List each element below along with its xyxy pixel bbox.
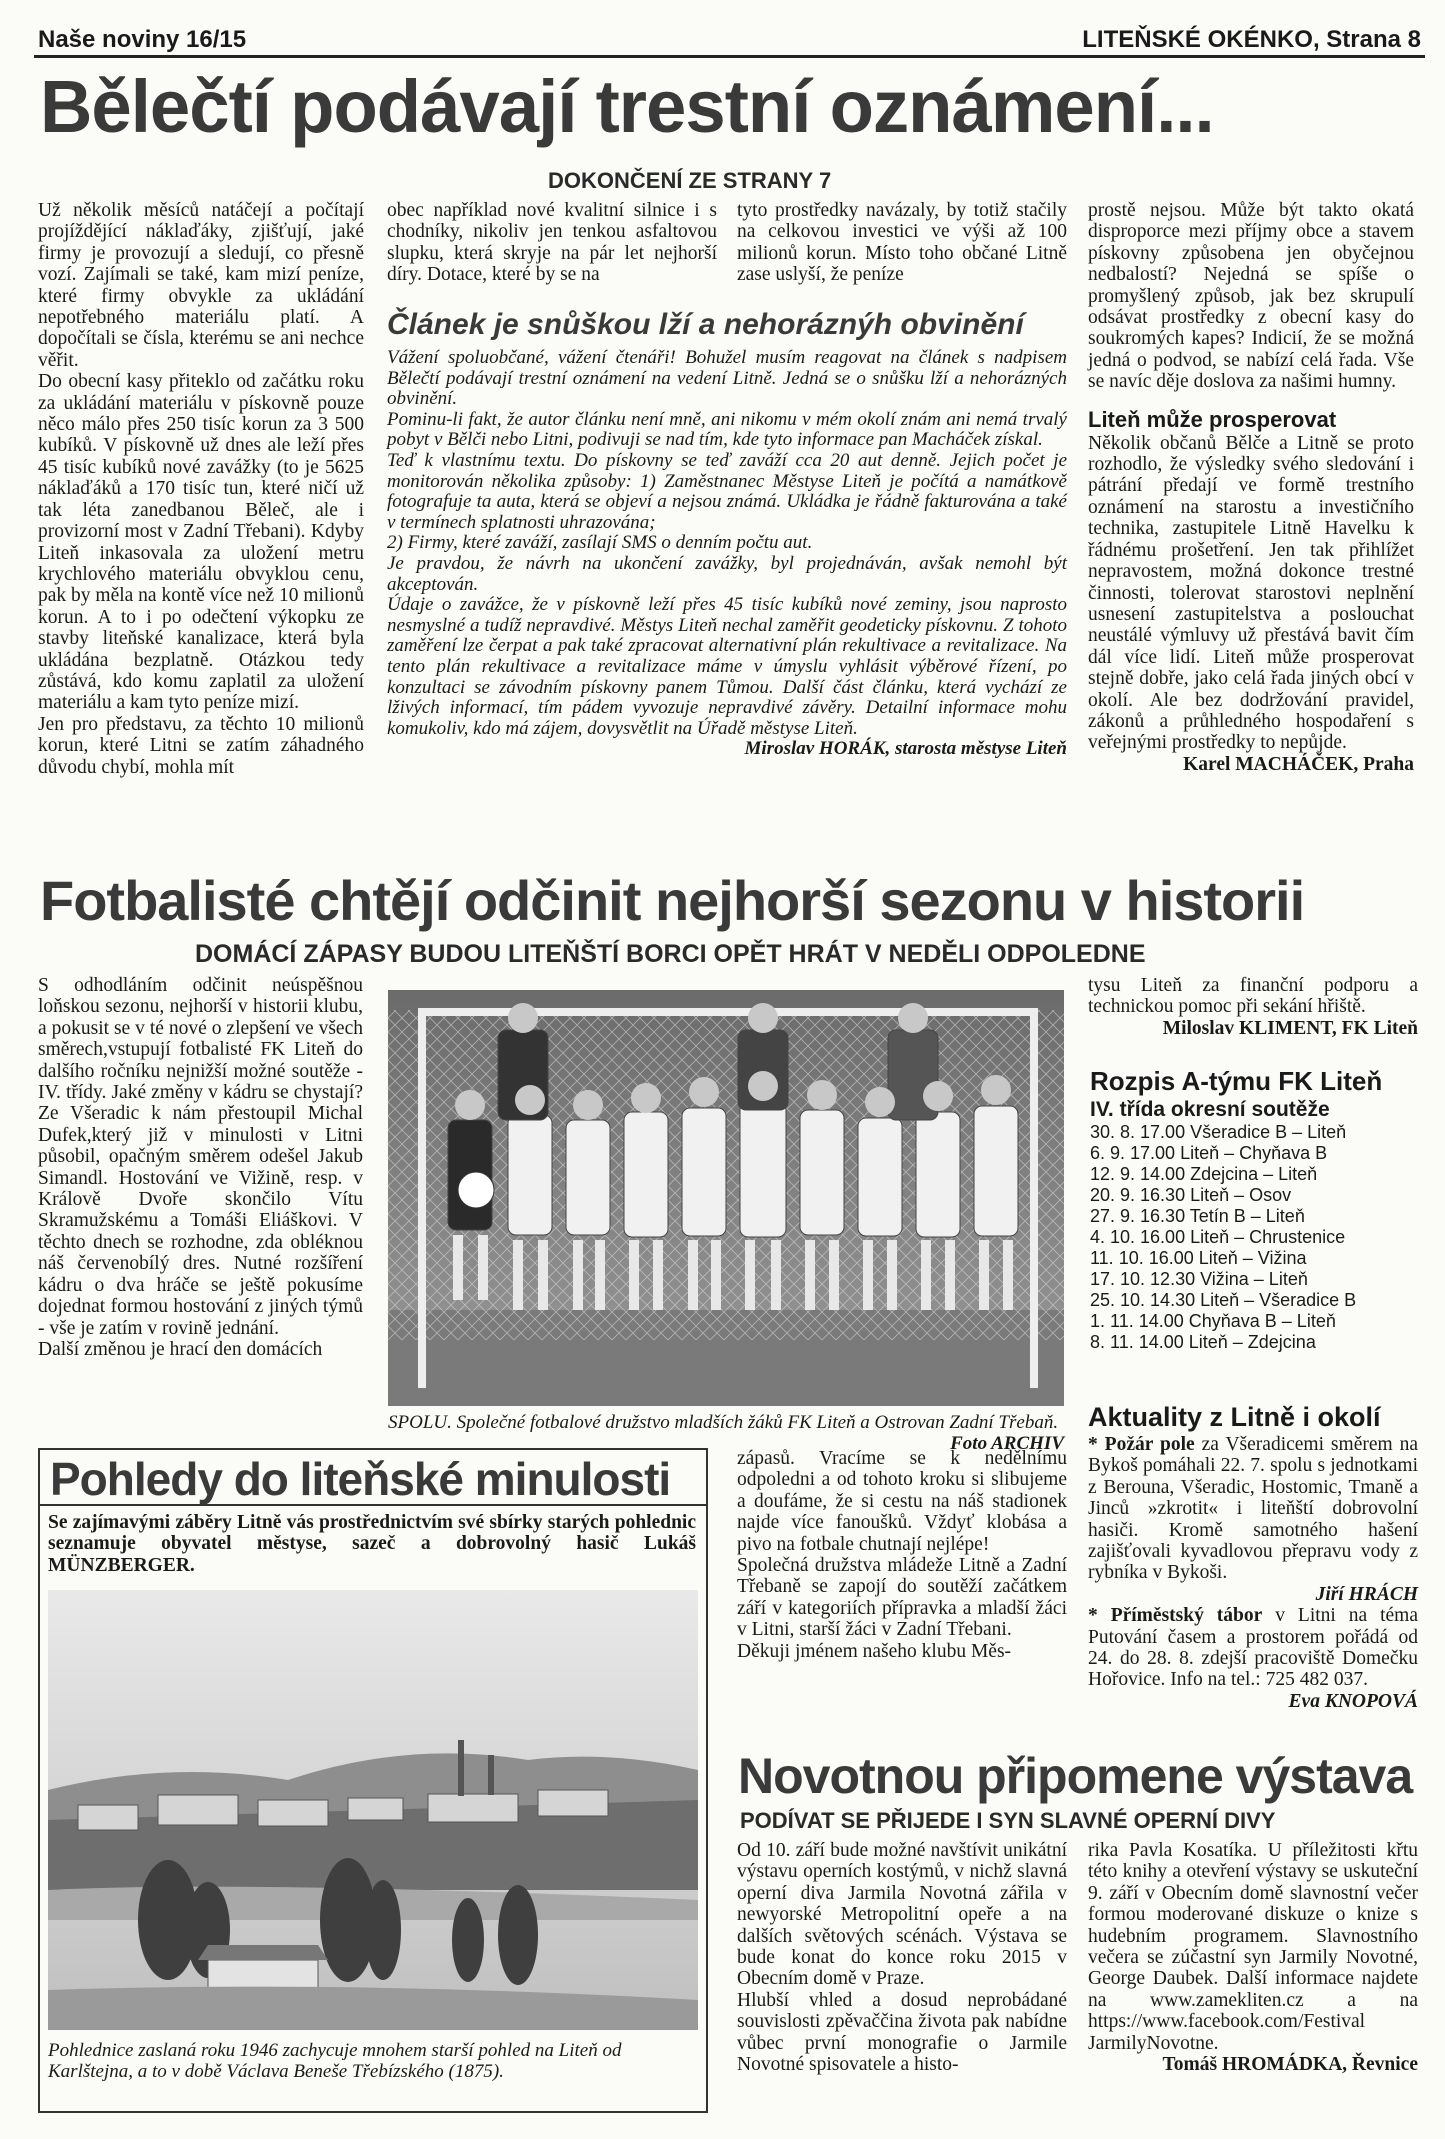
page-section: LITEŇSKÉ OKÉNKO, Strana 8 [1082, 26, 1421, 53]
team-photo-image [388, 990, 1064, 1406]
news-title: Aktuality z Litně i okolí [1088, 1402, 1381, 1432]
article3-headline: Novotnou připomene výstava [738, 1748, 1413, 1804]
postcard-photo [48, 1590, 698, 2030]
news-signature-2: Eva KNOPOVÁ [1288, 1690, 1418, 1712]
team-photo-caption: SPOLU. Společné fotbalové družstvo mladších žáků FK Liteň a Ostrovan Zadní Třebaň. Foto ARCHIV [388, 1412, 1064, 1454]
match-schedule [1090, 1065, 1420, 1353]
schedule-row: 25. 10. 14.30 Liteň – Všeradice B [1090, 1290, 1357, 1310]
article2-column-1: S odhodláním odčinit neúspěšnou loňskou sezonu, nejhorší v historii klubu, a pokusit se v té nové o zlepšení ve všech směrech,vstupují fotbalisté FK Liteň do dalšího ročníku nejnižší možné soutěže - IV. třídy. Jaké změny v kádru se chystají? Ze Všeradic k nám přestoupil Michal Dufek,který již v minulosti v Litni působil, opačným směrem odešel Jakub Simandl. Hostování ve Vižině, resp. v Králově Dvoře skončilo Vítu Skramužskému a Tomáši Eliáškovi. V těchto dnech se rozhodne, zda obléknou náš červenobílý dres. Nutné rozšíření kádru o dva hráče se ještě pokusíme dojednat formou hostování z jiných týmů - vše je zatím v rovině jednání. Další změnou je hrací den domácích [38, 975, 363, 1360]
article1-column-3: tyto prostředky navázaly, by totiž stačily na celkovou investici ve výši až 100 milionů korun. Místo toho občané Litně zase uslyší, že peníze [737, 200, 1067, 286]
page-header [34, 22, 1425, 58]
schedule-row: 30. 8. 17.00 Všeradice B – Liteň [1090, 1122, 1347, 1142]
article1-signature: Karel MACHÁČEK, Praha [1183, 753, 1414, 775]
schedule-row: 8. 11. 14.00 Liteň – Zdejcina [1090, 1332, 1316, 1352]
article1-column-4: prostě nejsou. Může být takto okatá disproporce mezi příjmy obce a stavem pískovny způsobena jen obyčejnou nedbalostí? Nejedná se spíše o promyšlený způsob, jak bez skrupulí odsávat prostředky z obecní kasy do soukromých kapes? Indicií, že se možná jedná o podvod, se nabízí celá řada. Vše se navíc děje doslova za našimi humny. Liteň může prosperovat Několik občanů Bělče a Litně se proto rozhodlo, že výsledky svého sledování i pátrání předají ve formě trestního oznámení na starostu a investičního technika, zastupitele Litně Havelku k řádnému prošetření. Jen tak přihlížet nepravostem, možná dokonce trestné činnosti, tolerovat starostovi neplnění usnesení zastupitelstva a poslouchat neustálé výmluvy už přestává bavit čím dál více lidí. Liteň může prosperovat stejně dobře, jako celá řada jiných obcí v okolí. Ale bez dodržování pravidel, zákonů a průhledného hospodaření s veřejnými prostředky to nepůjde. Karel MACHÁČEK, Praha [1088, 200, 1414, 775]
article2-signature: Miloslav KLIMENT, FK Liteň [1162, 1017, 1418, 1039]
schedule-row: 4. 10. 16.00 Liteň – Chrustenice [1090, 1227, 1346, 1247]
schedule-row: 6. 9. 17.00 Liteň – Chyňava B [1090, 1143, 1328, 1163]
article2-thanks: tysu Liteň za finanční podporu a technickou pomoc při sekání hřiště. Miloslav KLIMENT, FK Liteň [1088, 975, 1418, 1039]
history-box [38, 1448, 708, 2113]
schedule-league: IV. třída okresní soutěže [1090, 1098, 1330, 1121]
article1-subheading: Liteň může prosperovat [1088, 406, 1337, 432]
history-intro: Se zajímavými záběry Litně vás prostřednictvím své sbírky starých pohlednic seznamuje obyvatel městyse, sazeč a dobrovolný hasič Lukáš MÜNZBERGER. [48, 1512, 696, 1576]
article2-column-continued: zápasů. Vracíme se k nedělnímu odpoledni a od tohoto kroku si slibujeme a doufáme, že si cestu na náš stadionek najde více fanoušků. Vždyť klobása a pivo na fotbale chutnají nejlépe! Společná družstva mládeže Litně a Zadní Třebaně se zapojí do soutěží začátkem září v kategoriích přípravka a mladší žáci v Litni, starší žáci v Zadní Třebani. Děkuji jménem našeho klubu Měs- [737, 1448, 1067, 1662]
article2-subheadline: DOMÁCÍ ZÁPASY BUDOU LITEŇŠTÍ BORCI OPĚT HRÁT V NEDĚLI ODPOLEDNE [195, 940, 1146, 968]
reply-body: Vážení spoluobčané, vážení čtenáři! Bohužel musím reagovat na článek s nadpisem Bělečtí podávají trestní oznámení na vedení Litně. Jedná se o snůšku lží a nehorázných obvinění. Pominu-li fakt, že autor článku není mně, ani nikomu v mém okolí znám ani nemá trvalý pobyt v Bělči nebo Litni, podivuji se nad tím, kde tyto informace pan Macháček získal. Teď k vlastnímu textu. Do pískovny se teď zaváží cca 20 aut denně. Jejich počet je monitorován několika způsoby: 1) Zaměstnanec Městyse Liteň je počítá a namátkově fotografuje ta auta, která se objeví a nejsou známá. Ukládka je řádně fakturována a také v termínech splatnosti uhrazována; 2) Firmy, které zaváží, zasílají SMS o denním počtu aut. Je pravdou, že návrh na ukončení zavážky, byl projednáván, avšak nemohl být akceptován. Údaje o zavážce, že v pískovně leží přes 45 tisíc kubíků nové zeminy, jsou naprosto nesmyslné a tudíž nepravdivé. Městys Liteň nechal zaměřit geodeticky pískovnu. Z tohoto zaměření lze čerpat a pak také zpracovat alternativní plán rekultivace a revitalizace. Na tento plán rekultivace a revitalizace máme v úmyslu vyhlásit výběrové řízení, po konzultaci se závodním pískovny panem Tůmou. Další část článku, která vychází ze lživých informací, tím pádem vyvozuje nepravdivé závěry. Detailní informace mohu komukoliv, kdo má zájem, dovysvětlit na Úřadě městyse Liteň. Miroslav HORÁK, starosta městyse Liteň [387, 347, 1067, 760]
article3-signature: Tomáš HROMÁDKA, Řevnice [1162, 2054, 1418, 2076]
article1-headline: Bělečtí podávají trestní oznámení... [40, 65, 1214, 148]
article1-column-1: Už několik měsíců natáčejí a počítají projíždějící náklaďáky, zjišťují, jaké firmy je provozují a sledují, co přesně vozí. Zajímali se také, kam mizí peníze, které firmy obvykle za ukládání nepotřebného materiálu platí. A dopočítali se čísla, kterému se ani nechce věřit. Do obecní kasy přiteklo od začátku roku za ukládání materiálu v pískovně pouze něco málo přes 250 tisíc korun za 3 500 kubíků. V pískovně už dnes ale leží přes 45 tisíc kubíků nové zavážky (to je 5625 náklaďáků a 170 tisíc tun, které ničí už tak léta zanedbanou Běleč, ale i provizorní most v Zadní Třebani). Kdyby Liteň inkasovala za uložení metru krychlového materiálu obvyklou cenu, pak by měla na kontě více než 10 milionů korun. A to i po odečtení výkopku ze stavby liteňské kanalizace, která byla ukládána bezplatně. Otázkou tedy zůstává, kdo komu zaplatil za uložení materiálu a kam tyto peníze mizí. Jen pro představu, za těchto 10 milionů korun, které Litni se zatím záhadného důvodu chybí, mohla mít [38, 200, 364, 778]
photo-credit: Foto ARCHIV [950, 1433, 1064, 1454]
article1-continuation: DOKONČENÍ ZE STRANY 7 [548, 168, 832, 193]
schedule-row: 11. 10. 16.00 Liteň – Vižina [1090, 1248, 1307, 1268]
history-headline: Pohledy do liteňské minulosti [50, 1453, 671, 1505]
article1-column-2: obec například nové kvalitní silnice i s chodníky, nikoliv jen tenkou asfaltovou slupku, která skryje na pár let nejhorší díry. Dotace, které by se na [387, 200, 717, 286]
article3-subheadline: PODÍVAT SE PŘIJEDE I SYN SLAVNÉ OPERNÍ DIVY [740, 1808, 1276, 1833]
schedule-row: 12. 9. 14.00 Zdejcina – Liteň [1090, 1164, 1318, 1184]
local-news: Aktuality z Litně i okolí * Požár pole za Všeradicemi směrem na Bykoš pomáhali 22. 7. spolu s jednotkami z Berouna, Všeradic, Hostomic, Tmaně a Jinců »zkrotit« i liteňští dobrovolní hasiči. Kromě samotného hašení zajišťovali kyvadlovou přepravu vody z rybníka v Bykoši. Jiří HRÁCH * Příměstský tábor v Litni na téma Putování časem a prostorem pořádá od 24. do 28. 8. zdejší pracoviště Domečku Hořovice. Info na tel.: 725 482 037. Eva KNOPOVÁ [1088, 1402, 1418, 1712]
schedule-row: 27. 9. 16.30 Tetín B – Liteň [1090, 1206, 1305, 1226]
schedule-row: 17. 10. 12.30 Vižina – Liteň [1090, 1269, 1308, 1289]
article2-headline: Fotbalisté chtějí odčinit nejhorší sezonu v historii [40, 869, 1305, 932]
article3-column-1: Od 10. září bude možné navštívit unikátní výstavu operních kostýmů, v nichž slavná operní diva Jarmila Novotná zářila v newyorské Metropolitní opeře a na dalších světových scénách. Výstava se bude konat do konce roku 2015 v Obecním domě v Praze. Hlubší vhled a dosud neprobádané souvislosti zpěvaččina života pak nabídne vůbec první monografie o Jarmile Novotné spisovatele a histo- [737, 1840, 1067, 2076]
article3-column-2: rika Pavla Kosatíka. U příležitosti křtu této knihy a otevření výstavy se uskuteční 9. září v Obecním domě slavnostní večer formou moderované diskuze o knize s hudebním programem. Slavnostního večera se zúčastní syn Jarmily Novotné, George Daubek. Další informace najdete na www.zamekliten.cz a na https://www.facebook.com/Festival JarmilyNovotne. Tomáš HROMÁDKA, Řevnice [1088, 1840, 1418, 2076]
news-signature-1: Jiří HRÁCH [1315, 1583, 1418, 1605]
postcard-caption: Pohlednice zaslaná roku 1946 zachycuje mnohem starší pohled na Liteň od Karlštejna, a to v době Václava Beneše Třebízského (1875). [48, 2040, 622, 2082]
schedule-title: Rozpis A-týmu FK Liteň [1090, 1066, 1383, 1096]
team-photo [388, 990, 1064, 1406]
reply-signature: Miroslav HORÁK, starosta městyse Liteň [744, 738, 1067, 760]
schedule-row: 1. 11. 14.00 Chyňava B – Liteň [1090, 1311, 1336, 1331]
postcard-image [48, 1590, 698, 2030]
schedule-row: 20. 9. 16.30 Liteň – Osov [1090, 1185, 1292, 1205]
reply-headline: Článek je snůškou lží a nehoráznýh obvinění [387, 308, 1024, 341]
reply-article [387, 308, 1067, 760]
newspaper-issue: Naše noviny 16/15 [38, 26, 247, 53]
